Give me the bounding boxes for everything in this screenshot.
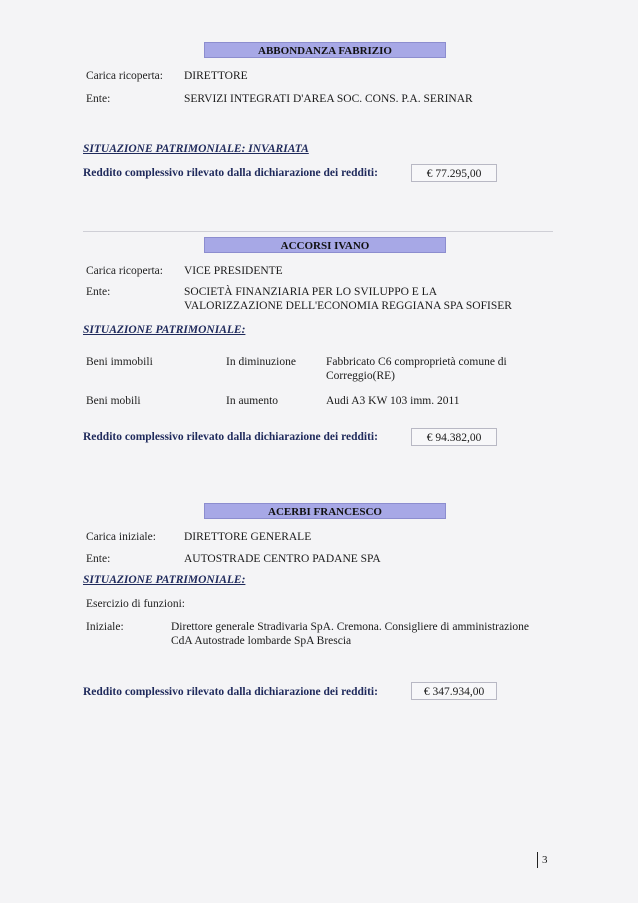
reddito-amount: € 94.382,00 bbox=[411, 428, 497, 446]
asset-description-line1: Audi A3 KW 103 imm. 2011 bbox=[326, 395, 460, 407]
ente-value-line2: VALORIZZAZIONE DELL'ECONOMIA REGGIANA SPA SOFISER bbox=[184, 300, 512, 312]
situazione-patrimoniale-title: SITUAZIONE PATRIMONIALE: INVARIATA bbox=[83, 143, 309, 155]
page-number: 3 bbox=[537, 852, 548, 868]
reddito-amount: € 77.295,00 bbox=[411, 164, 497, 182]
person-name-header: ACERBI FRANCESCO bbox=[204, 503, 446, 519]
asset-description-line2: Correggio(RE) bbox=[326, 370, 395, 382]
person-name-header: ACCORSI IVANO bbox=[204, 237, 446, 253]
reddito-amount: € 347.934,00 bbox=[411, 682, 497, 700]
esercizio-label: Esercizio di funzioni: bbox=[86, 598, 185, 610]
iniziale-value-line1: Direttore generale Stradivaria SpA. Cremona. Consigliere di amministrazione bbox=[171, 621, 529, 633]
reddito-label: Reddito complessivo rilevato dalla dichiarazione dei redditi: bbox=[83, 686, 378, 698]
ente-label: Ente: bbox=[86, 286, 111, 298]
person-name-header: ABBONDANZA FABRIZIO bbox=[204, 42, 446, 58]
iniziale-label: Iniziale: bbox=[86, 621, 124, 633]
role-value: DIRETTORE bbox=[184, 70, 248, 82]
situazione-patrimoniale-title: SITUAZIONE PATRIMONIALE: bbox=[83, 574, 246, 586]
asset-description-line1: Fabbricato C6 comproprietà comune di bbox=[326, 356, 507, 368]
role-label: Carica ricoperta: bbox=[86, 265, 163, 277]
asset-type: Beni mobili bbox=[86, 395, 141, 407]
section-divider bbox=[83, 231, 553, 232]
ente-value: SERVIZI INTEGRATI D'AREA SOC. CONS. P.A. SERINAR bbox=[184, 93, 473, 105]
role-label: Carica ricoperta: bbox=[86, 70, 163, 82]
ente-label: Ente: bbox=[86, 553, 111, 565]
ente-label: Ente: bbox=[86, 93, 111, 105]
asset-change: In aumento bbox=[226, 395, 279, 407]
ente-value: AUTOSTRADE CENTRO PADANE SPA bbox=[184, 553, 381, 565]
ente-value-line1: SOCIETÀ FINANZIARIA PER LO SVILUPPO E LA bbox=[184, 286, 438, 298]
reddito-label: Reddito complessivo rilevato dalla dichiarazione dei redditi: bbox=[83, 167, 378, 179]
role-value: VICE PRESIDENTE bbox=[184, 265, 283, 277]
reddito-label: Reddito complessivo rilevato dalla dichiarazione dei redditi: bbox=[83, 431, 378, 443]
situazione-patrimoniale-title: SITUAZIONE PATRIMONIALE: bbox=[83, 324, 246, 336]
iniziale-value-line2: CdA Autostrade lombarde SpA Brescia bbox=[171, 635, 352, 647]
asset-change: In diminuzione bbox=[226, 356, 296, 368]
role-label: Carica iniziale: bbox=[86, 531, 156, 543]
role-value: DIRETTORE GENERALE bbox=[184, 531, 312, 543]
asset-type: Beni immobili bbox=[86, 356, 153, 368]
